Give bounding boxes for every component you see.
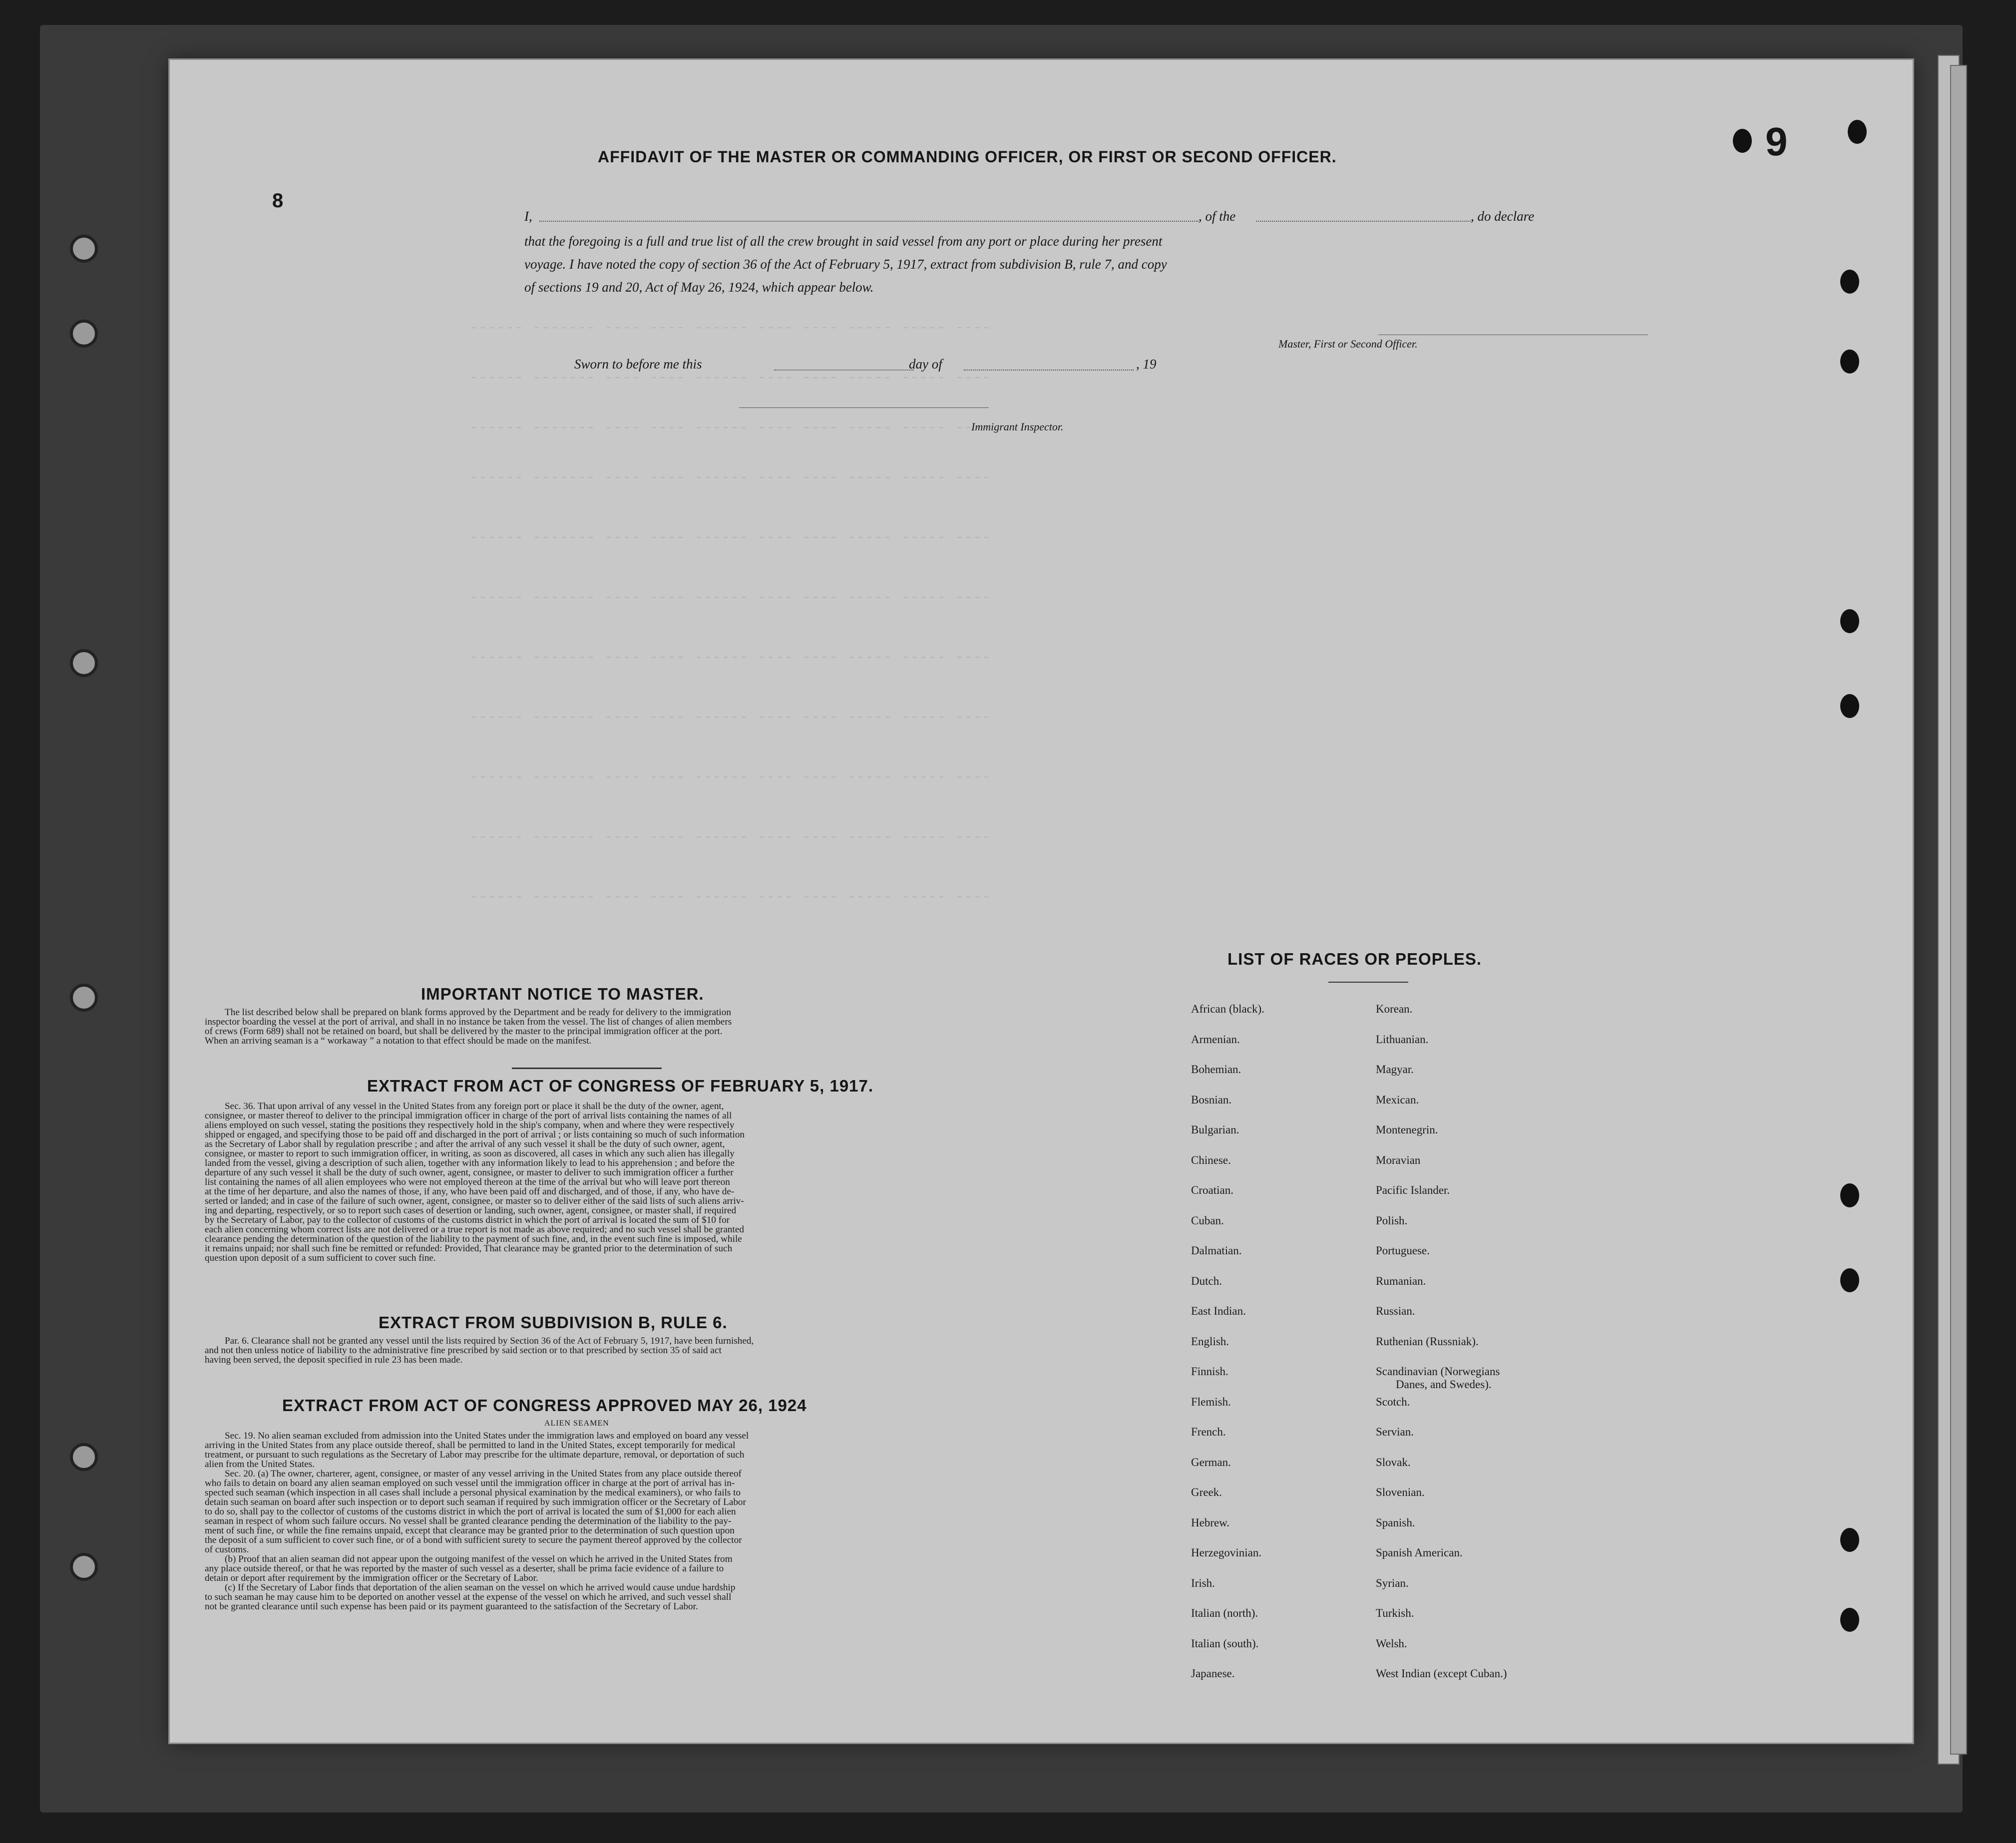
punch-hole bbox=[1840, 1183, 1859, 1207]
extract-1917-line: question upon deposit of a sum sufficient to cover such fine. bbox=[205, 1253, 436, 1263]
affidavit-of-the: , of the bbox=[1199, 209, 1236, 224]
punch-hole bbox=[1840, 270, 1859, 294]
race-entry: Italian (north). bbox=[1191, 1607, 1258, 1619]
race-entry: Bulgarian. bbox=[1191, 1123, 1239, 1136]
extract-1924-line: spected such seaman (which inspection in all cases shall include a personal physical examination by the medical examiners), or who fails to bbox=[205, 1487, 741, 1498]
notice-line: The list described below shall be prepared on blank forms approved by the Department and be ready for delivery to the immigration bbox=[225, 1007, 731, 1018]
extract-1917-line: aliens employed on such vessel, stating the positions they respectively hold in the ship's company, when and where they were respectively bbox=[205, 1120, 735, 1130]
extract-rule6-line: having been served, the deposit specified in rule 23 has been made. bbox=[205, 1355, 463, 1365]
notice-line: inspector boarding the vessel at the port of arrival, and shall in no instance be taken from the vessel. The list of changes of alien members bbox=[205, 1017, 732, 1027]
inspector-caption: Immigrant Inspector. bbox=[971, 420, 1064, 433]
bleed-through-text: ------ ------- ---- ---- ------ ---- ---- ----- ----- ---- bbox=[469, 529, 991, 546]
master-name-field[interactable] bbox=[539, 221, 1199, 222]
extract-rule6-line: Par. 6. Clearance shall not be granted any vessel until the lists required by Section 36 of the Act of February 5, 1917, have been furnished, bbox=[225, 1336, 754, 1346]
race-entry: Mexican. bbox=[1376, 1093, 1419, 1106]
extract-1917-line: landed from the vessel, giving a description of such alien, together with any information likely to lead to his apprehension ; and before the bbox=[205, 1158, 735, 1168]
extract-1924-line: to such seaman he may cause him to be deported on another vessel at the expense of the vessel on which he arrived, and such vessel shall bbox=[205, 1592, 732, 1602]
notice-line: of crews (Form 689) shall not be retained on board, but shall be delivered by the master to the principal immigration officer at the port. bbox=[205, 1026, 723, 1037]
punch-hole bbox=[1848, 120, 1867, 144]
extract-1924-line: (b) Proof that an alien seaman did not appear upon the outgoing manifest of the vessel on which he arrived in the United States from bbox=[225, 1554, 733, 1564]
race-entry: Herzegovinian. bbox=[1191, 1546, 1262, 1559]
page-number: 9 bbox=[1765, 119, 1788, 164]
race-entry: Polish. bbox=[1376, 1214, 1408, 1227]
extract-1917-line: consignee, or master thereof to deliver to the principal immigration officer in charge of the port of arrival lists containing the names of all bbox=[205, 1110, 732, 1121]
extract-1924-line: detain or deport after requirement by the immigration officer or the Secretary of Labor. bbox=[205, 1573, 538, 1583]
sworn-day-field[interactable] bbox=[774, 369, 914, 370]
race-entry: Armenian. bbox=[1191, 1033, 1240, 1046]
extract-rule6-text bbox=[205, 1336, 984, 1365]
punch-hole bbox=[1733, 129, 1752, 153]
extract-1917-line: at the time of her departure, and also the names of those, if any, who have been paid off and discharged, and of those, if any, who have de- bbox=[205, 1186, 735, 1197]
extract-1924-line: ment of such fine, or while the fine remains unpaid, except that clearance may be granted prior to the determination of such question upon bbox=[205, 1525, 735, 1536]
sworn-text: Sworn to before me this bbox=[574, 357, 702, 371]
race-entry: Cuban. bbox=[1191, 1214, 1224, 1227]
race-entry: Russian. bbox=[1376, 1305, 1415, 1317]
race-entry: Dutch. bbox=[1191, 1274, 1222, 1287]
race-entry: English. bbox=[1191, 1335, 1229, 1348]
extract-1924-line: arriving in the United States from any place outside thereof, shall be permitted to land in the United States, except temporarily for medical bbox=[205, 1440, 736, 1451]
affidavit-i: I, bbox=[524, 209, 532, 224]
extract-1924-line: Sec. 19. No alien seaman excluded from admission into the United States under the immigration laws and employed on board any vessel bbox=[225, 1431, 749, 1441]
bleed-through-text: ------ ------- ---- ---- ------ ---- ---- ----- ----- ---- bbox=[469, 769, 991, 786]
race-entry: Japanese. bbox=[1191, 1667, 1235, 1680]
binder-ring bbox=[70, 649, 98, 677]
race-entry: Flemish. bbox=[1191, 1395, 1231, 1408]
extract-1917-line: Sec. 36. That upon arrival of any vessel in the United States from any foreign port or place it shall be the duty of the owner, agent, bbox=[225, 1101, 724, 1111]
affidavit-body-line: that the foregoing is a full and true list of all the crew brought in said vessel from any port or place during her present bbox=[524, 234, 1163, 249]
race-entry: Bosnian. bbox=[1191, 1093, 1232, 1106]
race-entry: Hebrew. bbox=[1191, 1516, 1230, 1529]
sworn-month-field[interactable] bbox=[964, 369, 1134, 370]
race-entry: Chinese. bbox=[1191, 1153, 1231, 1166]
punch-hole bbox=[1840, 694, 1859, 718]
extract-1924-line: any place outside thereof, or that he was reported by the master of such vessel as a deserter, shall be prima facie evidence of a failure to bbox=[205, 1563, 724, 1574]
binder-ring bbox=[70, 235, 98, 263]
bleed-through-text: ------ ------- ---- ---- ------ ---- ---- ----- ----- ---- bbox=[469, 419, 991, 436]
divider bbox=[512, 1068, 662, 1069]
extract-rule6-title: EXTRACT FROM SUBDIVISION B, RULE 6. bbox=[379, 1313, 728, 1332]
extract-1917-line: ing and departing, respectively, or so to report such cases of desertion or landing, such owner, agent, consignee, or master shall, if required bbox=[205, 1205, 737, 1216]
race-entry: Croatian. bbox=[1191, 1184, 1233, 1196]
affidavit-title: AFFIDAVIT OF THE MASTER OR COMMANDING OFFICER, OR FIRST OR SECOND OFFICER. bbox=[598, 148, 1337, 166]
extract-1924-line: seaman in respect of whom such failure occurs. No vessel shall be granted clearance pending the determination of the liability to the pay- bbox=[205, 1516, 732, 1526]
race-entry: Turkish. bbox=[1376, 1607, 1414, 1619]
race-entry: Dalmatian. bbox=[1191, 1244, 1242, 1257]
race-entry: Portuguese. bbox=[1376, 1244, 1430, 1257]
extract-1917-line: shipped or engaged, and specifying those to be paid off and discharged in the port of arrival ; or lists containing so much of such information bbox=[205, 1129, 745, 1140]
race-entry: Welsh. bbox=[1376, 1637, 1407, 1650]
extract-1924-line: alien from the United States. bbox=[205, 1459, 315, 1470]
notice-text bbox=[205, 1008, 984, 1046]
bleed-through-text: ------ ------- ---- ---- ------ ---- ---- ----- ----- ---- bbox=[469, 589, 991, 606]
extract-rule6-line: and not then unless notice of liability to the administrative fine prescribed by said section or to that prescribed by section 35 of said act bbox=[205, 1345, 722, 1356]
race-entry: Lithuanian. bbox=[1376, 1033, 1429, 1046]
extract-1924-line: to do so, shall pay to the collector of customs of the customs district in which the port of arrival is located the sum of $1,000 for each alien bbox=[205, 1506, 736, 1517]
race-entry: German. bbox=[1191, 1456, 1231, 1469]
race-entry: Servian. bbox=[1376, 1426, 1414, 1438]
extract-1917-text bbox=[205, 1102, 984, 1263]
extract-1917-line: serted or landed; and in case of the failure of such owner, agent, consignee, or master so to deliver either of the said lists of such aliens arriv- bbox=[205, 1196, 744, 1206]
bleed-through-text: ------ ------- ---- ---- ------ ---- ---- ----- ----- ---- bbox=[469, 320, 991, 337]
affidavit-body-line: voyage. I have noted the copy of section 36 of the Act of February 5, 1917, extract from subdivision B, rule 7, and copy bbox=[524, 257, 1167, 272]
race-entry: African (black). bbox=[1191, 1003, 1264, 1015]
race-entry: Irish. bbox=[1191, 1576, 1215, 1589]
punch-hole bbox=[1840, 1268, 1859, 1292]
race-entry: Slovak. bbox=[1376, 1456, 1411, 1469]
manifest-page bbox=[170, 60, 1913, 1743]
race-entry: Spanish American. bbox=[1376, 1546, 1463, 1559]
binder-ring bbox=[70, 984, 98, 1012]
vessel-name-field[interactable] bbox=[1256, 221, 1471, 222]
race-entry: Magyar. bbox=[1376, 1063, 1414, 1076]
extract-1917-line: by the Secretary of Labor, pay to the collector of customs of the customs district in which the port of arrival is located the sum of $10 for bbox=[205, 1215, 730, 1225]
race-entry: French. bbox=[1191, 1426, 1226, 1438]
races-title: LIST OF RACES OR PEOPLES. bbox=[1227, 950, 1482, 968]
race-entry: Slovenian. bbox=[1376, 1486, 1425, 1498]
extract-1924-subtitle: ALIEN SEAMEN bbox=[544, 1419, 609, 1428]
race-entry: Pacific Islander. bbox=[1376, 1184, 1450, 1196]
punch-hole bbox=[1840, 1608, 1859, 1632]
extract-1924-line: not be granted clearance until such expense has been paid or its payment guaranteed to the satisfaction of the Secretary of Labor. bbox=[205, 1601, 698, 1612]
extract-1917-line: consignee, or master to report to such immigration officer, in writing, as soon as discovered, all cases in which any such alien has illegally bbox=[205, 1148, 735, 1159]
race-entry: Finnish. bbox=[1191, 1365, 1228, 1378]
extract-1924-line: the deposit of a sum sufficient to cover such fine, or of a bond with sufficient surety to secure the payment thereof approved by the collector bbox=[205, 1535, 742, 1545]
extract-1924-line: (c) If the Secretary of Labor finds that deportation of the alien seaman on the vessel on which he arrived would cause undue hardship bbox=[225, 1582, 736, 1593]
race-entry: Rumanian. bbox=[1376, 1274, 1426, 1287]
master-signature-caption: Master, First or Second Officer. bbox=[1278, 338, 1418, 350]
notice-line: When an arriving seaman is a “ workaway ” a notation to that effect should be made on the manifest. bbox=[205, 1036, 592, 1046]
extract-1924-line: detain such seaman on board after such inspection or to deport such seaman if required by such immigration officer or the Secretary of Labor bbox=[205, 1497, 746, 1507]
affidavit-declare: , do declare bbox=[1471, 209, 1535, 224]
extract-1917-line: as the Secretary of Labor shall by regulation prescribe ; and after the arrival of any such vessel it shall be the duty of such owner, agent, bbox=[205, 1139, 725, 1149]
race-entry: Ruthenian (Russniak). bbox=[1376, 1335, 1479, 1348]
day-of-text: day of bbox=[909, 357, 942, 371]
race-entry-continuation: Danes, and Swedes). bbox=[1396, 1378, 1492, 1391]
extract-1924-line: of customs. bbox=[205, 1544, 249, 1555]
binder-ring bbox=[70, 320, 98, 348]
race-entry: Scandinavian (Norwegians bbox=[1376, 1365, 1500, 1378]
extract-1924-line: Sec. 20. (a) The owner, charterer, agent, consignee, or master of any vessel arriving in the United States from any place outside thereof bbox=[225, 1469, 742, 1479]
binder-ring bbox=[70, 1553, 98, 1581]
extract-1924-line: treatment, or pursuant to such regulations as the Secretary of Labor may prescribe for the ultimate departure, removal, or deportation of such bbox=[205, 1450, 745, 1460]
bleed-through-text: ------ ------- ---- ---- ------ ---- ---- ----- ----- ---- bbox=[469, 649, 991, 666]
sworn-year-text: , 19 bbox=[1136, 357, 1157, 371]
punch-hole bbox=[1840, 350, 1859, 373]
extract-1924-title: EXTRACT FROM ACT OF CONGRESS APPROVED MAY 26, 1924 bbox=[282, 1396, 807, 1415]
race-entry: Italian (south). bbox=[1191, 1637, 1259, 1650]
extract-1917-line: departure of any such vessel it shall be the duty of such owner, agent, consignee, or master to deliver to such immigration officer a further bbox=[205, 1167, 734, 1178]
punch-hole bbox=[1840, 609, 1859, 633]
bleed-through-text: ------ ------- ---- ---- ------ ---- ---- ----- ----- ---- bbox=[469, 369, 991, 386]
bleed-through-text: ------ ------- ---- ---- ------ ---- ---- ----- ----- ---- bbox=[469, 469, 991, 486]
race-entry: Bohemian. bbox=[1191, 1063, 1241, 1076]
bleed-through-text: ------ ------- ---- ---- ------ ---- ---- ----- ----- ---- bbox=[469, 709, 991, 726]
inspector-signature-line[interactable] bbox=[739, 407, 989, 408]
punch-hole bbox=[1840, 1528, 1859, 1552]
race-entry: Scotch. bbox=[1376, 1395, 1410, 1408]
race-entry: Syrian. bbox=[1376, 1576, 1409, 1589]
extract-1924-text bbox=[205, 1431, 984, 1611]
bleed-through-text: ------ ------- ---- ---- ------ ---- ---- ----- ----- ---- bbox=[469, 829, 991, 846]
race-entry: Korean. bbox=[1376, 1003, 1413, 1015]
extract-1917-line: each alien concerning whom correct lists are not delivered or a true report is not made as above required; and no such vessel shall be granted bbox=[205, 1224, 744, 1235]
race-entry: West Indian (except Cuban.) bbox=[1376, 1667, 1507, 1680]
stacked-page-edge bbox=[1950, 65, 1967, 1755]
extract-1917-title: EXTRACT FROM ACT OF CONGRESS OF FEBRUARY 5, 1917. bbox=[367, 1077, 874, 1095]
race-entry: Montenegrin. bbox=[1376, 1123, 1438, 1136]
extract-1917-line: it remains unpaid; nor shall such fine be remitted or refunded: Provided, That clearance may be granted prior to the determination of such bbox=[205, 1243, 733, 1254]
extract-1924-line: who fails to detain on board any alien seaman employed on such vessel until the immigration officer in charge at the port of arrival has in- bbox=[205, 1478, 735, 1488]
affidavit-body-line: of sections 19 and 20, Act of May 26, 1924, which appear below. bbox=[524, 280, 874, 295]
race-entry: East Indian. bbox=[1191, 1305, 1246, 1317]
divider bbox=[1328, 982, 1408, 983]
extract-1917-line: list containing the names of all alien employees who were not employed thereon at the time of the arrival but who will leave port thereon bbox=[205, 1177, 730, 1187]
race-entry: Moravian bbox=[1376, 1153, 1421, 1166]
extract-1917-line: clearance pending the determination of the question of the liability to the payment of such fine, and, in the event such fine is imposed, while bbox=[205, 1234, 742, 1244]
notice-title: IMPORTANT NOTICE TO MASTER. bbox=[421, 985, 704, 1003]
margin-mark: 8 bbox=[272, 190, 284, 212]
race-entry: Greek. bbox=[1191, 1486, 1222, 1498]
bleed-through-text: ------ ------- ---- ---- ------ ---- ---- ----- ----- ---- bbox=[469, 889, 991, 906]
race-entry: Spanish. bbox=[1376, 1516, 1415, 1529]
binder-ring bbox=[70, 1443, 98, 1471]
